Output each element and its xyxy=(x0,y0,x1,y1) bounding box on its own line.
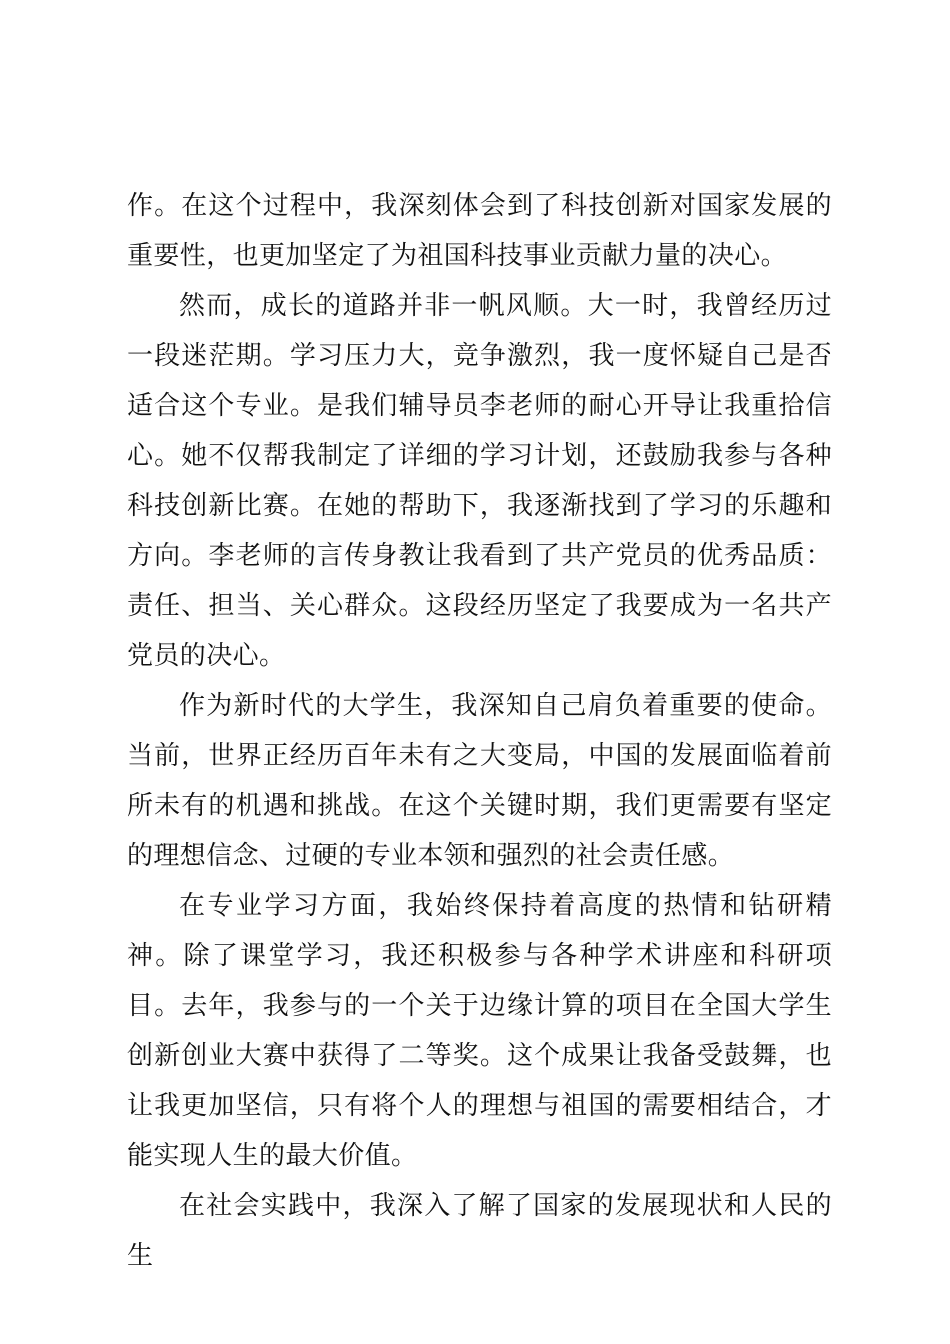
paragraph-2: 然而，成长的道路并非一帆风顺。大一时，我曾经历过一段迷茫期。学习压力大，竞争激烈，我一度怀疑自己是否适合这个专业。是我们辅导员李老师的耐心开导让我重拾信心。她不仅帮我制定了详细的学习计划，还鼓励我参与各种科技创新比赛。在她的帮助下，我逐渐找到了学习的乐趣和方向。李老师的言传身教让我看到了共产党员的优秀品质：责任、担当、关心群众。这段经历坚定了我要成为一名共产党员的决心。 xyxy=(127,291,832,671)
paragraph-4: 在专业学习方面，我始终保持着高度的热情和钻研精神。除了课堂学习，我还积极参与各种学术讲座和科研项目。去年，我参与的一个关于边缘计算的项目在全国大学生创新创业大赛中获得了二等奖。这个成果让我备受鼓舞，也让我更加坚信，只有将个人的理想与祖国的需要相结合，才能实现人生的最大价值。 xyxy=(127,891,832,1171)
document-body xyxy=(127,181,832,1281)
paragraph-3: 作为新时代的大学生，我深知自己肩负着重要的使命。当前，世界正经历百年未有之大变局，中国的发展面临着前所未有的机遇和挑战。在这个关键时期，我们更需要有坚定的理想信念、过硬的专业本领和强烈的社会责任感。 xyxy=(127,691,832,871)
paragraph-1: 作。在这个过程中，我深刻体会到了科技创新对国家发展的重要性，也更加坚定了为祖国科技事业贡献力量的决心。 xyxy=(127,191,832,271)
paragraph-5: 在社会实践中，我深入了解了国家的发展现状和人民的生 xyxy=(127,1191,832,1271)
